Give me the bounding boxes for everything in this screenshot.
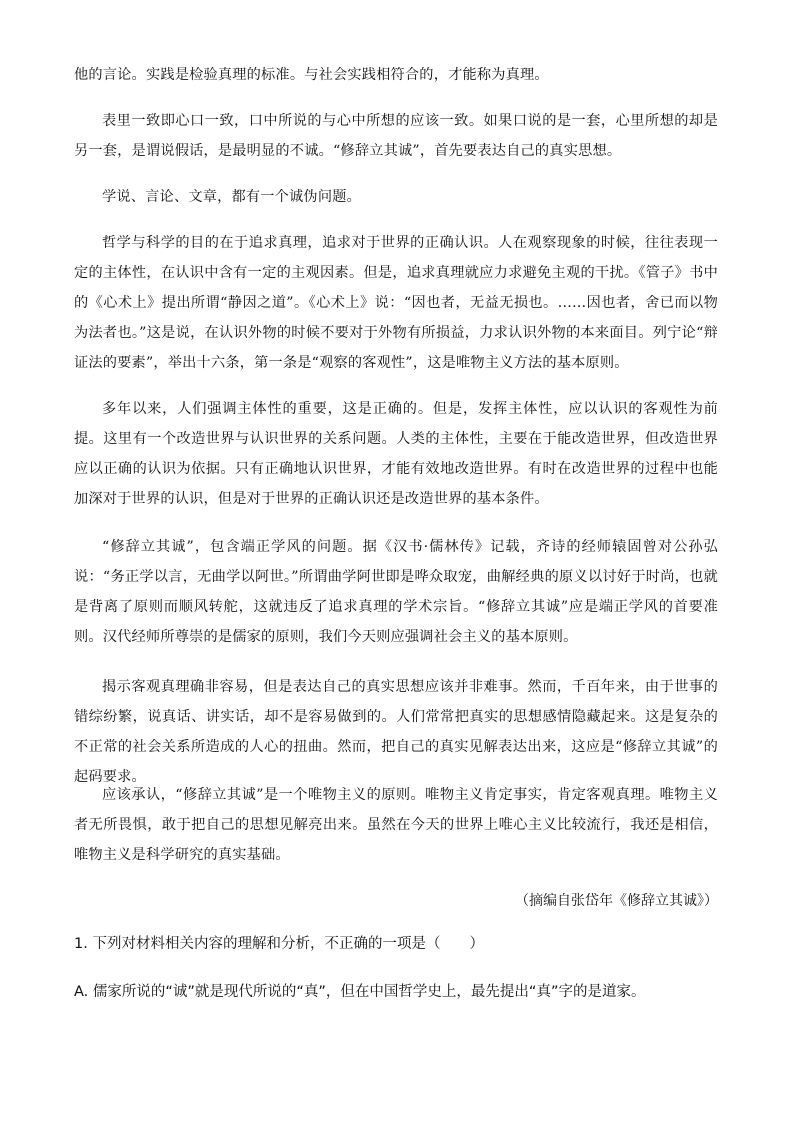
question-stem: 1. 下列对材料相关内容的理解和分析，不正确的一项是（ ） — [74, 936, 484, 952]
paragraph-3: 学说、言论、文章，都有一个诚伪问题。 — [102, 189, 361, 205]
question-option-a: A. 儒家所说的“诚”就是现代所说的“真”，但在中国哲学史上，最先提出“真”字的是道家。 — [74, 984, 646, 1000]
paragraph-7: 揭示客观真理确非容易，但是表达自己的真实思想应该并非难事。然而，千百年来，由于世事的错综纷繁，说真话、讲实话，却不是容易做到的。人们常常把真实的思想感情隐藏起来。这是复杂的不正常的社会关系所造成的人心的扭曲。然而，把自己的真实见解表达出来，这应是“修辞立其诚”的起码要求。 — [74, 679, 718, 785]
paragraph-4: 哲学与科学的目的在于追求真理，追求对于世界的正确认识。人在观察现象的时候，往往表现一定的主体性，在认识中含有一定的主观因素。但是，追求真理就应力求避免主观的干扰。《管子》书中的《心术上》提出所谓“静因之道”。《心术上》说：“因也者，无益无损也。……因也者，舍已而以物为法者也。”这是说，在认识外物的时候不要对于外物有所损益，力求认识外物的本来面目。列宁论“辩证法的要素”，举出十六条，第一条是“观察的客观性”，这是唯物主义方法的基本原则。 — [74, 235, 718, 371]
paragraph-1: 他的言论。实践是检验真理的标准。与社会实践相符合的，才能称为真理。 — [74, 67, 549, 83]
paragraph-2: 表里一致即心口一致，口中所说的与心中所想的应该一致。如果口说的是一套，心里所想的却是另一套，是谓说假话，是最明显的不诚。“修辞立其诚”，首先要表达自己的真实思想。 — [74, 113, 718, 159]
paragraph-8: 应该承认，“修辞立其诚”是一个唯物主义的原则。唯物主义肯定事实，肯定客观真理。唯物主义者无所畏惧，敢于把自己的思想见解亮出来。虽然在今天的世界上唯心主义比较流行，我还是相信，唯物主义是科学研究的真实基础。 — [74, 787, 718, 863]
paragraph-5: 多年以来，人们强调主体性的重要，这是正确的。但是，发挥主体性，应以认识的客观性为前提。这里有一个改造世界与认识世界的关系问题。人类的主体性，主要在于能改造世界，但改造世界应以正确的认识为依据。只有正确地认识世界，才能有效地改造世界。有时在改造世界的过程中也能加深对于世界的认识，但是对于世界的正确认识还是改造世界的基本条件。 — [74, 401, 718, 507]
source-citation: （摘编自张岱年《修辞立其诚》） — [515, 893, 718, 909]
paragraph-6: “修辞立其诚”，包含端正学风的问题。据《汉书·儒林传》记载，齐诗的经师辕固曾对公孙弘说：“务正学以言，无曲学以阿世。”所谓曲学阿世即是哗众取宠，曲解经典的原义以讨好于时尚，也就是背离了原则而顺风转舵，这就违反了追求真理的学术宗旨。“修辞立其诚”应是端正学风的首要准则。汉代经师所尊崇的是儒家的原则，我们今天则应强调社会主义的基本原则。 — [74, 539, 718, 645]
